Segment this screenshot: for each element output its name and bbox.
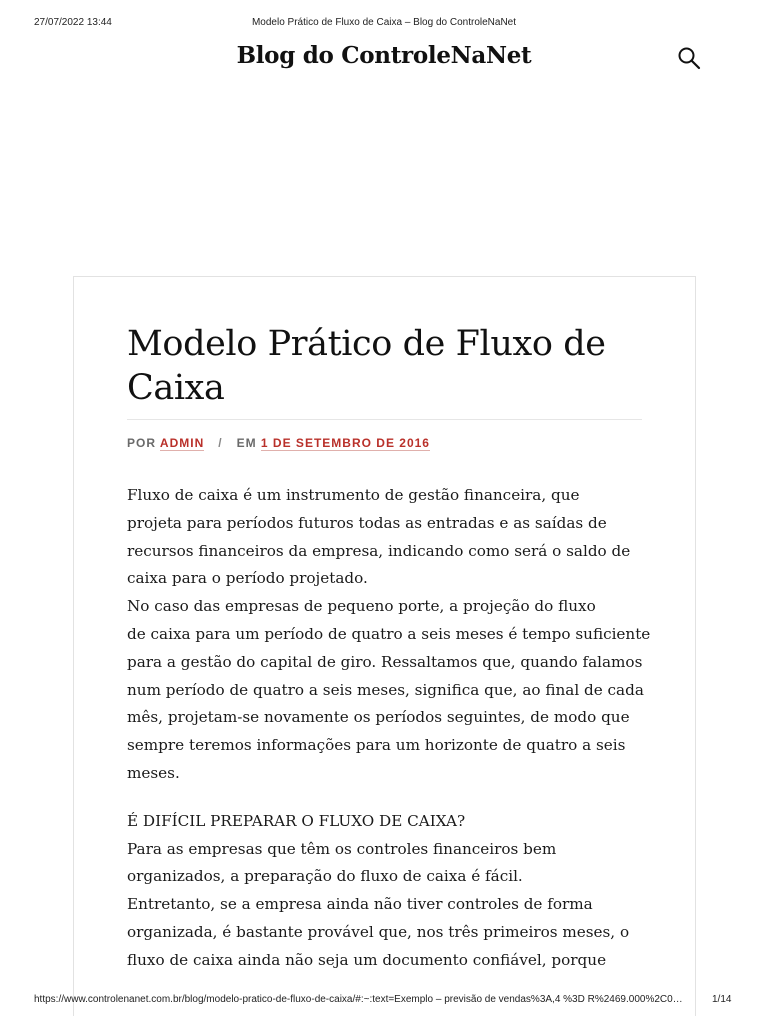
print-url: https://www.controlenanet.com.br/blog/modelo-pratico-de-fluxo-de-caixa/#:~:text=Exemplo – previsão de vendas%3A,4 %3D R%2469.000%2C0… <box>34 994 683 1005</box>
text-line: organizados, a preparação do fluxo de caixa é fácil. <box>127 867 523 886</box>
text-line: sempre teremos informações para um horizonte de quatro a seis <box>127 736 626 755</box>
title-divider <box>127 419 642 420</box>
print-datetime: 27/07/2022 13:44 <box>34 17 112 28</box>
text-line: É DIFÍCIL PREPARAR O FLUXO DE CAIXA? <box>127 811 466 830</box>
print-header <box>0 17 768 31</box>
text-line: meses. <box>127 763 180 782</box>
text-line: caixa para o período projetado. <box>127 569 368 588</box>
text-line: para a gestão do capital de giro. Ressaltamos que, quando falamos <box>127 652 643 671</box>
print-footer <box>0 994 768 1008</box>
text-line: Para as empresas que têm os controles financeiros bem <box>127 839 557 858</box>
meta-separator: / <box>218 436 223 450</box>
text-line: fluxo de caixa ainda não seja um documento confiável, porque <box>127 950 607 969</box>
post-title <box>127 322 647 410</box>
search-icon[interactable] <box>677 46 701 70</box>
print-page-number: 1/14 <box>712 994 732 1005</box>
meta-by-label: POR <box>127 436 157 450</box>
text-line: mês, projetam-se novamente os períodos seguintes, de modo que <box>127 708 630 727</box>
text-line: No caso das empresas de pequeno porte, a projeção do fluxo <box>127 597 596 616</box>
print-page-title: Modelo Prático de Fluxo de Caixa – Blog do ControleNaNet <box>251 17 517 28</box>
post-title-line-1: Modelo Prático de Fluxo de <box>127 324 606 364</box>
post-title-line-2: Caixa <box>127 368 225 408</box>
post-paragraph-intro <box>127 482 657 788</box>
site-title[interactable]: Blog do ControleNaNet <box>236 42 532 69</box>
text-line: num período de quatro a seis meses, significa que, ao final de cada <box>127 680 644 699</box>
post-meta <box>127 436 430 450</box>
text-line: Entretanto, se a empresa ainda não tiver controles de forma <box>127 895 593 914</box>
post-paragraph-section <box>127 808 657 975</box>
text-line: Fluxo de caixa é um instrumento de gestão financeira, que <box>127 486 580 504</box>
post-content <box>127 482 657 975</box>
author-link[interactable]: ADMIN <box>159 436 205 450</box>
text-line: de caixa para um período de quatro a seis meses é tempo suficiente <box>127 624 651 643</box>
text-line: recursos financeiros da empresa, indicando como será o saldo de <box>127 541 631 560</box>
text-line: organizada, é bastante provável que, nos três primeiros meses, o <box>127 922 630 941</box>
post-date-link[interactable]: 1 DE SETEMBRO DE 2016 <box>260 436 430 450</box>
meta-on-label: EM <box>236 436 257 450</box>
text-line: projeta para períodos futuros todas as entradas e as saídas de <box>127 513 607 532</box>
